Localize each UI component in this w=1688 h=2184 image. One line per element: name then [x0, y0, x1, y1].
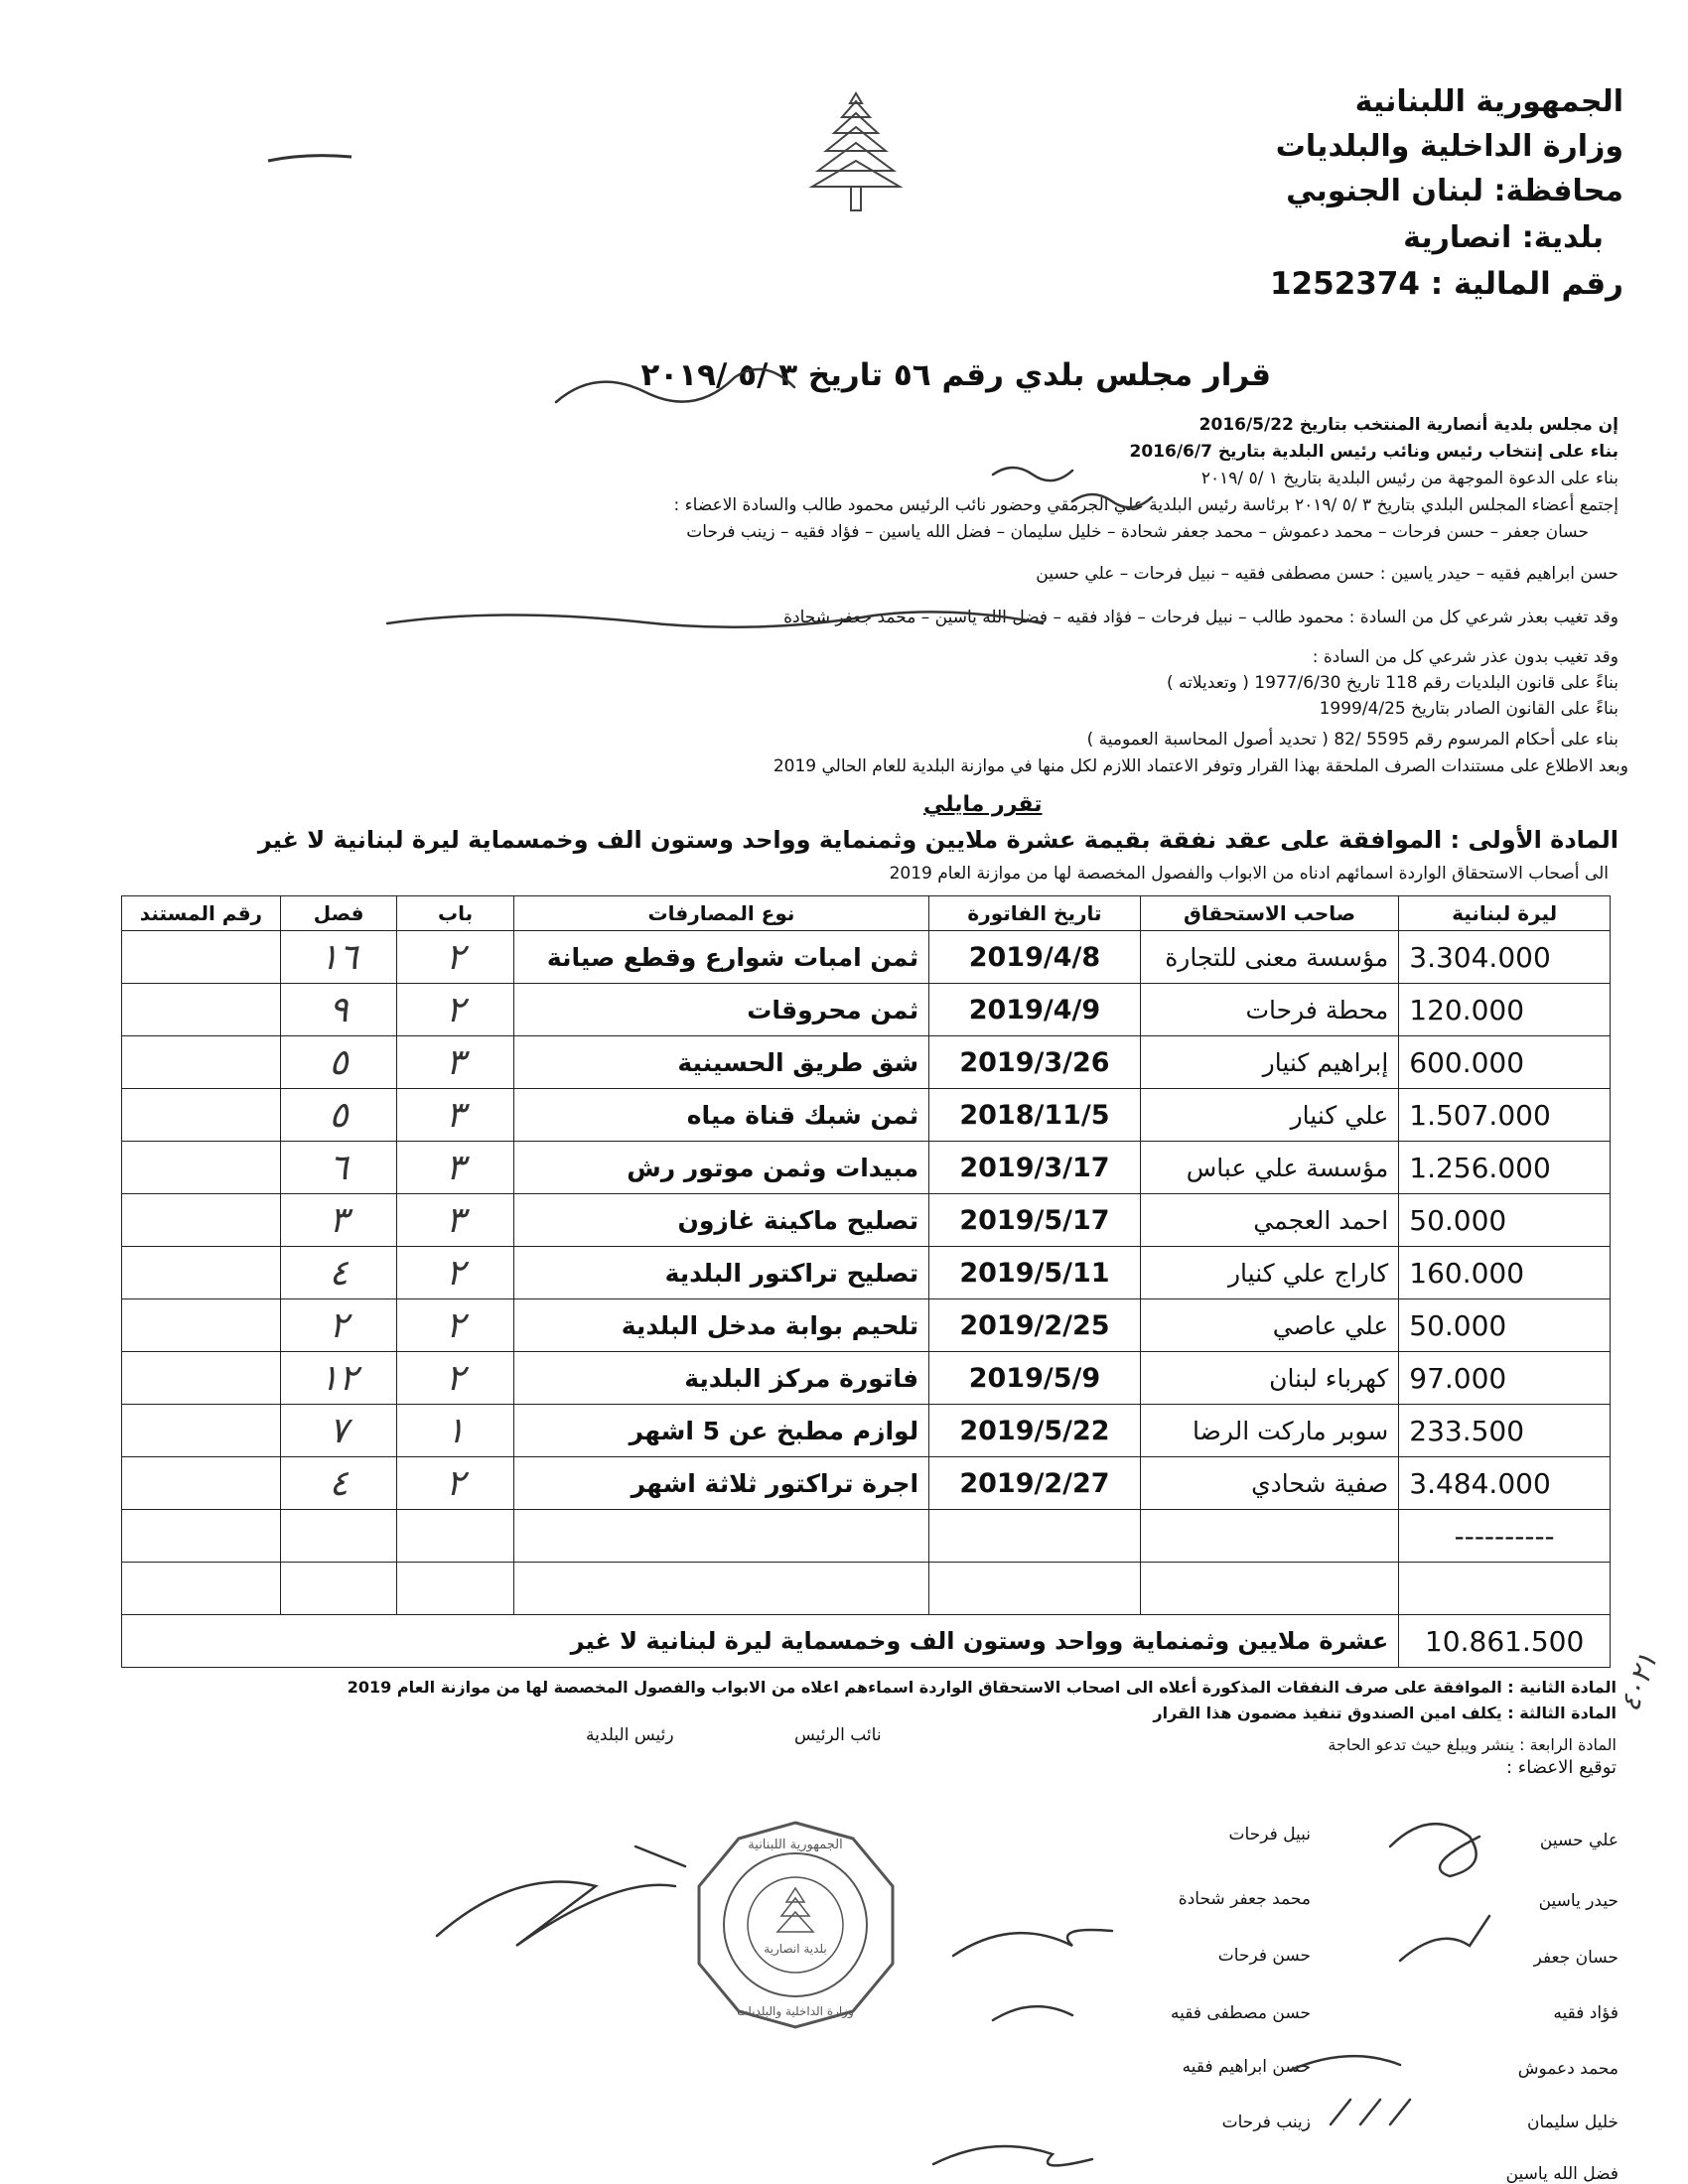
beneficiary-cell: كاراج علي كنيار — [1140, 1247, 1398, 1299]
type-cell: فاتورة مركز البلدية — [513, 1352, 928, 1405]
empty-cell — [1399, 1563, 1611, 1615]
member-name: فؤاد فقيه — [1553, 2003, 1618, 2023]
table-row — [122, 1036, 1611, 1089]
empty-cell — [397, 1563, 513, 1615]
document-cell — [122, 1352, 281, 1405]
preamble-line: بناء على أحكام المرسوم رقم 5595 /82 ( تحديد أصول المحاسبة العمومية ) — [1086, 730, 1618, 750]
empty-cell — [929, 1510, 1141, 1563]
empty-cell — [1140, 1510, 1398, 1563]
signature-ali-hussein — [1390, 1824, 1479, 1876]
section-cell: ٧ — [280, 1405, 396, 1457]
decision-title: قرار مجلس بلدي رقم ٥٦ تاريخ ٣ /٥ /٢٠١٩ — [640, 357, 1271, 393]
date-cell: 2019/5/11 — [929, 1247, 1141, 1299]
member-name: حسن ابراهيم فقيه — [1182, 2057, 1311, 2077]
col-invoice-date: تاريخ الفاتورة — [929, 896, 1141, 931]
document-cell — [122, 984, 281, 1036]
beneficiary-cell: صفية شحادي — [1140, 1457, 1398, 1510]
member-name: حسن فرحات — [1217, 1946, 1311, 1966]
date-cell: 2019/2/25 — [929, 1299, 1141, 1352]
section-cell: ٥ — [280, 1089, 396, 1142]
chapter-cell: ٢ — [397, 1352, 513, 1405]
document-cell — [122, 1142, 281, 1194]
chapter-cell: ٣ — [397, 1089, 513, 1142]
margin-mark — [266, 149, 355, 169]
stamp-center-text: بلدية انصارية — [764, 1942, 827, 1956]
table-row-dashes — [122, 1510, 1611, 1563]
empty-cell — [122, 1510, 281, 1563]
type-cell: ثمن شبك قناة مياه — [513, 1089, 928, 1142]
header-municipality: بلدية: انصارية — [1403, 220, 1604, 255]
table-row — [122, 1457, 1611, 1510]
section-cell: ١٦ — [280, 931, 396, 984]
table-row — [122, 1405, 1611, 1457]
type-cell: تلحيم بوابة مدخل البلدية — [513, 1299, 928, 1352]
section-cell: ٩ — [280, 984, 396, 1036]
header-ministry: وزارة الداخلية والبلديات — [1275, 129, 1623, 164]
table-row — [122, 984, 1611, 1036]
col-document-number: رقم المستند — [122, 896, 281, 931]
table-row-empty — [122, 1563, 1611, 1615]
total-amount: 10.861.500 — [1399, 1615, 1611, 1668]
signatures-label: توقيع الاعضاء : — [1506, 1757, 1617, 1778]
total-in-words: عشرة ملايين وثمنماية وواحد وستون الف وخمسماية ليرة لبنانية لا غير — [122, 1615, 1399, 1668]
col-chapter: باب — [397, 896, 513, 931]
chapter-cell: ٣ — [397, 1036, 513, 1089]
beneficiary-cell: علي كنيار — [1140, 1089, 1398, 1142]
member-name: حيدر ياسين — [1538, 1891, 1618, 1911]
document-cell — [122, 1036, 281, 1089]
col-expense-type: نوع المصارفات — [513, 896, 928, 931]
document-cell — [122, 931, 281, 984]
date-cell: 2019/2/27 — [929, 1457, 1141, 1510]
type-cell: تصليح ماكينة غازون — [513, 1194, 928, 1247]
date-cell: 2019/4/8 — [929, 931, 1141, 984]
beneficiary-cell: سوبر ماركت الرضا — [1140, 1405, 1398, 1457]
article-3: المادة الثالثة : يكلف امين الصندوق تنفيذ مضمون هذا القرار — [1153, 1704, 1617, 1722]
section-cell: ٥ — [280, 1036, 396, 1089]
type-cell: لوازم مطبخ عن 5 اشهر — [513, 1405, 928, 1457]
document-cell — [122, 1299, 281, 1352]
handwritten-invite-date — [993, 468, 1072, 480]
vice-president-label: نائب الرئيس — [794, 1725, 882, 1745]
decides-heading: تقرر مايلي — [923, 792, 1043, 817]
signature-hassan-mustafa-faqih — [993, 2006, 1072, 2020]
table-row — [122, 1142, 1611, 1194]
col-amount: ليرة لبنانية — [1399, 896, 1611, 931]
member-name: نبيل فرحات — [1228, 1825, 1311, 1844]
president-label: رئيس البلدية — [586, 1725, 674, 1745]
expenses-table — [121, 895, 1611, 1668]
article-1: المادة الأولى : الموافقة على عقد نفقة بقيمة عشرة ملايين وثمنماية وواحد وستون الف وخمسماية ليرة لبنانية لا غير — [257, 826, 1618, 854]
amount-cell: 97.000 — [1399, 1352, 1611, 1405]
beneficiary-cell: مؤسسة معنى للتجارة — [1140, 931, 1398, 984]
section-cell: ٢ — [280, 1299, 396, 1352]
beneficiary-cell: مؤسسة علي عباس — [1140, 1142, 1398, 1194]
table-row — [122, 1352, 1611, 1405]
document-cell — [122, 1247, 281, 1299]
beneficiary-cell: إبراهيم كنيار — [1140, 1036, 1398, 1089]
col-beneficiary: صاحب الاستحقاق — [1140, 896, 1398, 931]
table-row — [122, 1247, 1611, 1299]
col-section: فصل — [280, 896, 396, 931]
preamble-line: إن مجلس بلدية أنصارية المنتخب بتاريخ 2016/5/22 — [1198, 415, 1618, 435]
chapter-cell: ٢ — [397, 984, 513, 1036]
section-cell: ٦ — [280, 1142, 396, 1194]
chapter-cell: ٢ — [397, 1457, 513, 1510]
preamble-line: وبعد الاطلاع على مستندات الصرف الملحقة بهذا القرار وتوفر الاعتماد اللازم لكل منها في موازنة البلدية للعام الحالي 2019 — [773, 756, 1628, 776]
amount-cell: 3.484.000 — [1399, 1457, 1611, 1510]
member-name: فضل الله ياسين — [1505, 2164, 1618, 2184]
date-cell: 2019/5/22 — [929, 1405, 1141, 1457]
signature-hassan-ibrahim-faqih — [933, 2146, 1092, 2165]
table-row — [122, 931, 1611, 984]
amount-cell: 600.000 — [1399, 1036, 1611, 1089]
empty-cell — [929, 1563, 1141, 1615]
chapter-cell: ٢ — [397, 1299, 513, 1352]
empty-cell — [1140, 1563, 1398, 1615]
chapter-cell: ٢ — [397, 931, 513, 984]
empty-cell — [122, 1563, 281, 1615]
document-cell — [122, 1457, 281, 1510]
amount-cell: 160.000 — [1399, 1247, 1611, 1299]
member-name: محمد جعفر شحادة — [1178, 1889, 1311, 1909]
amount-cell: 120.000 — [1399, 984, 1611, 1036]
document-cell — [122, 1089, 281, 1142]
section-cell: ٤ — [280, 1247, 396, 1299]
preamble-line: وقد تغيب بعذر شرعي كل من السادة : محمود طالب – نبيل فرحات – فؤاد فقيه – فضل الله ياسين – محمد جعفر شحادة — [783, 608, 1618, 627]
date-cell: 2018/11/5 — [929, 1089, 1141, 1142]
member-name: علي حسين — [1539, 1831, 1618, 1850]
stamp-bottom-text: وزارة الداخلية والبلديات — [737, 2004, 854, 2018]
preamble-line: إجتمع أعضاء المجلس البلدي بتاريخ ٣ /٥ /٢٠١٩ برئاسة رئيس البلدية علي الجرمقي وحضور نائب الرئيس محمود طالب والسادة الاعضاء : — [673, 495, 1618, 515]
beneficiary-cell: محطة فرحات — [1140, 984, 1398, 1036]
preamble-line: وقد تغيب بدون عذر شرعي كل من السادة : — [1312, 647, 1618, 667]
preamble-line: بناء على إنتخاب رئيس ونائب رئيس البلدية بتاريخ 2016/6/7 — [1129, 442, 1618, 462]
date-cell: 2019/4/9 — [929, 984, 1141, 1036]
type-cell: ثمن محروقات — [513, 984, 928, 1036]
preamble-line: بناءً على قانون البلديات رقم 118 تاريخ 1977/6/30 ( وتعديلاته ) — [1167, 673, 1618, 693]
preamble-line: بناء على الدعوة الموجهة من رئيس البلدية بتاريخ ١ /٥ /٢٠١٩ — [1200, 469, 1618, 488]
dashes-cell: ---------- — [1399, 1510, 1611, 1563]
date-cell: 2019/5/9 — [929, 1352, 1141, 1405]
member-name: محمد دعموش — [1517, 2059, 1618, 2079]
amount-cell: 233.500 — [1399, 1405, 1611, 1457]
type-cell: تصليح تراكتور البلدية — [513, 1247, 928, 1299]
official-stamp — [689, 1819, 903, 2032]
article-2: المادة الثانية : الموافقة على صرف النفقات المذكورة أعلاه الى اصحاب الاستحقاق الواردة اسماءهم اعلاه من الابواب والفصول المخصصة لها من موازنة العام 2019 — [347, 1678, 1617, 1697]
amount-cell: 3.304.000 — [1399, 931, 1611, 984]
beneficiary-cell: كهرباء لبنان — [1140, 1352, 1398, 1405]
chapter-cell: ١ — [397, 1405, 513, 1457]
empty-cell — [280, 1563, 396, 1615]
empty-cell — [397, 1510, 513, 1563]
preamble-line: بناءً على القانون الصادر بتاريخ 1999/4/25 — [1319, 699, 1618, 719]
type-cell: ثمن امبات شوارع وقطع صيانة — [513, 931, 928, 984]
table-row — [122, 1194, 1611, 1247]
member-name: زينب فرحات — [1221, 2113, 1311, 2132]
type-cell: اجرة تراكتور ثلاثة اشهر — [513, 1457, 928, 1510]
margin-handwritten-note: ٤٠٢١ — [1613, 1648, 1664, 1716]
signature-hassan-farhat — [953, 1930, 1112, 1956]
beneficiary-cell: احمد العجمي — [1140, 1194, 1398, 1247]
signature-khalil-suleiman — [1331, 2100, 1410, 2124]
date-cell: 2019/5/17 — [929, 1194, 1141, 1247]
member-name: حسان جعفر — [1533, 1948, 1618, 1968]
amount-cell: 50.000 — [1399, 1299, 1611, 1352]
header-finance-number: رقم المالية : 1252374 — [1269, 266, 1623, 302]
document-cell — [122, 1405, 281, 1457]
article-1-continuation: الى أصحاب الاستحقاق الواردة اسمائهم ادناه من الابواب والفصول المخصصة لها من موازنة العام 2019 — [889, 864, 1609, 884]
section-cell: ٤ — [280, 1457, 396, 1510]
chapter-cell: ٣ — [397, 1142, 513, 1194]
document-cell — [122, 1194, 281, 1247]
cedar-logo — [806, 87, 906, 216]
president-signature — [437, 1846, 685, 1946]
member-name: خليل سليمان — [1526, 2113, 1618, 2132]
stamp-top-text: الجمهورية اللبنانية — [748, 1838, 843, 1852]
preamble-line: حسن ابراهيم فقيه – حيدر ياسين : حسن مصطفى فقيه – نبيل فرحات – علي حسين — [1036, 564, 1618, 584]
empty-cell — [513, 1563, 928, 1615]
preamble-line: حسان جعفر – حسن فرحات – محمد دعموش – محمد جعفر شحادة – خليل سليمان – فضل الله ياسين – فؤاد فقيه – زينب فرحات — [686, 522, 1589, 542]
table-header-row — [122, 896, 1611, 931]
chapter-cell: ٢ — [397, 1247, 513, 1299]
date-cell: 2019/3/17 — [929, 1142, 1141, 1194]
type-cell: مبيدات وثمن موتور رش — [513, 1142, 928, 1194]
article-4: المادة الرابعة : ينشر ويبلغ حيث تدعو الحاجة — [1328, 1735, 1617, 1754]
table-row — [122, 1089, 1611, 1142]
amount-cell: 50.000 — [1399, 1194, 1611, 1247]
section-cell: ١٢ — [280, 1352, 396, 1405]
header-republic: الجمهورية اللبنانية — [1354, 84, 1623, 119]
section-cell: ٣ — [280, 1194, 396, 1247]
table-row — [122, 1299, 1611, 1352]
empty-cell — [280, 1510, 396, 1563]
amount-cell: 1.256.000 — [1399, 1142, 1611, 1194]
empty-cell — [513, 1510, 928, 1563]
member-name: حسن مصطفى فقيه — [1171, 2003, 1311, 2023]
type-cell: شق طريق الحسينية — [513, 1036, 928, 1089]
beneficiary-cell: علي عاصي — [1140, 1299, 1398, 1352]
header-governorate: محافظة: لبنان الجنوبي — [1286, 174, 1623, 208]
date-cell: 2019/3/26 — [929, 1036, 1141, 1089]
chapter-cell: ٣ — [397, 1194, 513, 1247]
amount-cell: 1.507.000 — [1399, 1089, 1611, 1142]
signature-hassan-jaafar — [1400, 1916, 1489, 1961]
table-total-row — [122, 1615, 1611, 1668]
